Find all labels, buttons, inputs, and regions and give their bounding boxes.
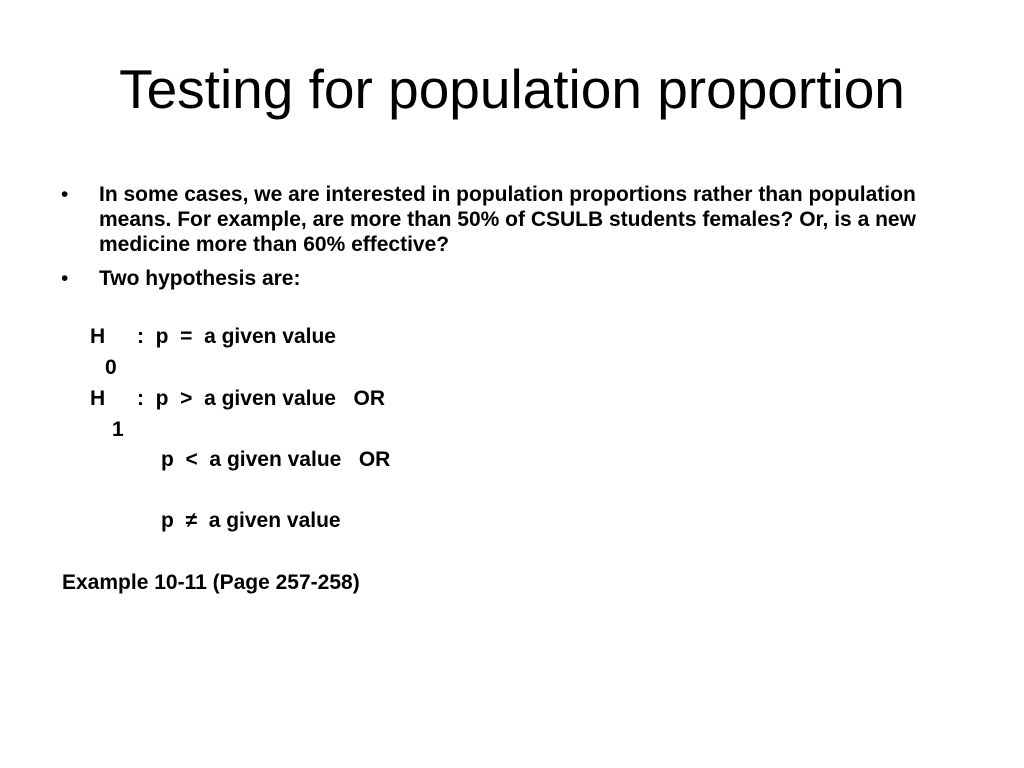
bullet-text-hypotheses: Two hypothesis are: — [99, 267, 301, 290]
alt-hypothesis-not-equal: p ≠ a given value — [161, 509, 341, 532]
alt-hypothesis-letter: H — [90, 387, 106, 410]
alt-hypothesis-statement: : p > a given value OR — [137, 387, 385, 410]
bullet-list — [60, 182, 980, 300]
bullet-item-hypotheses — [60, 266, 980, 291]
alt-hypothesis-subscript: 1 — [112, 418, 124, 441]
bullet-icon: • — [61, 267, 69, 290]
null-hypothesis-letter: H — [90, 325, 106, 348]
null-hypothesis-statement: : p = a given value — [137, 325, 336, 348]
null-hypothesis-subscript: 0 — [105, 356, 117, 379]
example-reference: Example 10-11 (Page 257-258) — [62, 571, 360, 594]
bullet-item-intro — [60, 182, 980, 257]
bullet-text-intro: In some cases, we are interested in population proportions rather than population means. For example, are more than 50% of CSULB students females? Or, is a new medicine more than 60% effective? — [99, 183, 916, 256]
slide-title: Testing for population proportion — [119, 58, 905, 120]
bullet-icon: • — [61, 183, 69, 206]
alt-hypothesis-less-than: p < a given value OR — [161, 448, 391, 471]
